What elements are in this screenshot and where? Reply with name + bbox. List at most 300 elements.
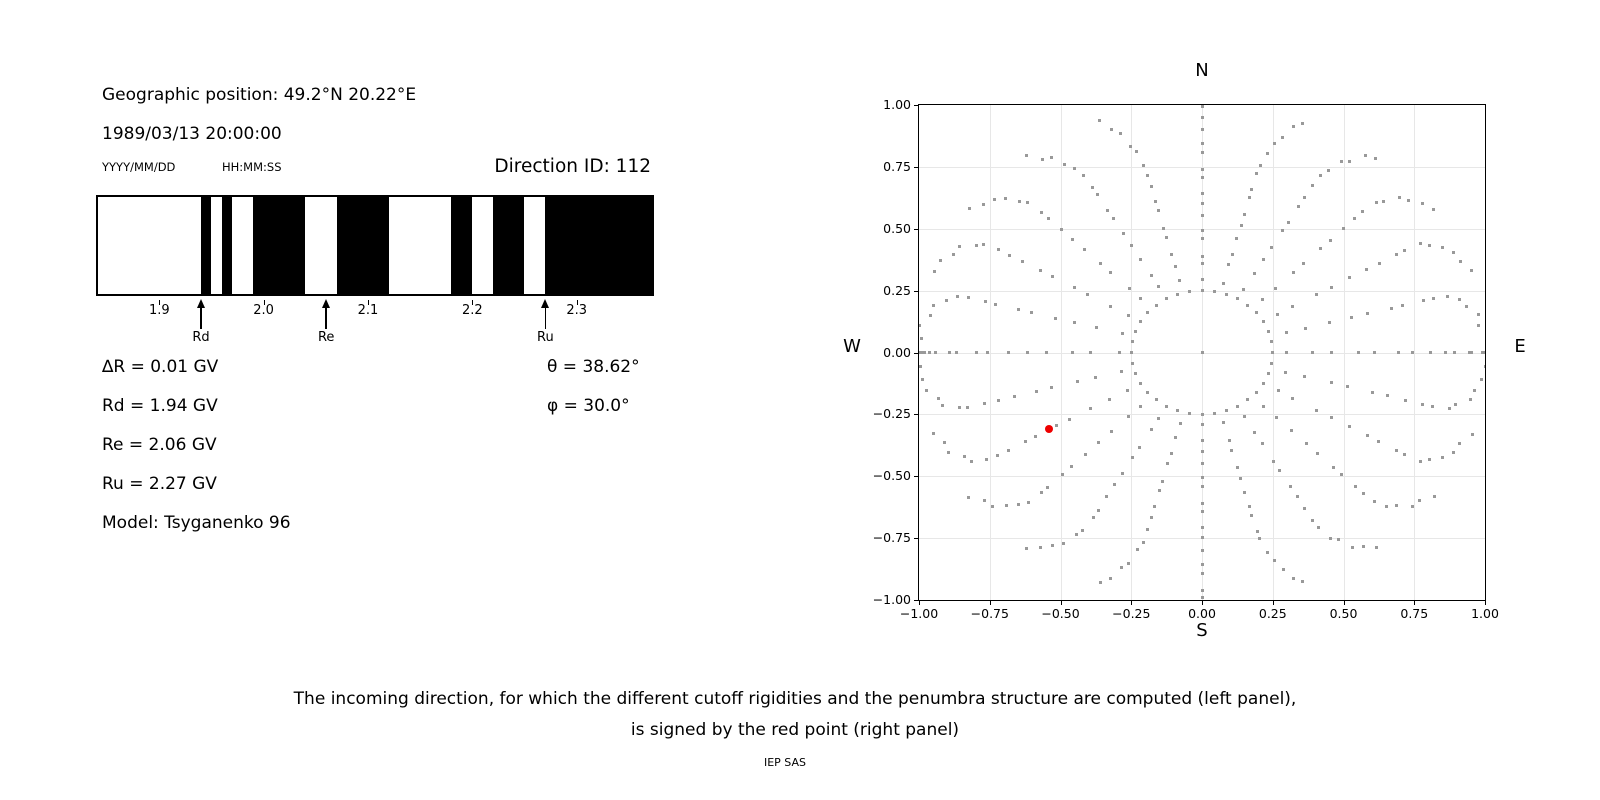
- direction-dot: [1055, 424, 1058, 427]
- direction-dot: [1371, 391, 1374, 394]
- direction-dot: [1201, 589, 1204, 592]
- direction-dot: [1329, 537, 1332, 540]
- direction-dot: [925, 389, 928, 392]
- direction-dot: [1228, 439, 1231, 442]
- penumbra-arrow-line: [200, 307, 202, 329]
- direction-dot: [1431, 405, 1434, 408]
- direction-dot: [952, 253, 955, 256]
- direction-dot: [1054, 317, 1057, 320]
- direction-dot: [1007, 351, 1010, 354]
- direction-dot: [920, 337, 923, 340]
- penumbra-forbidden-bar: [337, 197, 389, 294]
- direction-dot: [1222, 421, 1225, 424]
- direction-dot: [1311, 519, 1314, 522]
- direction-dot: [1178, 279, 1181, 282]
- compass-north-label: N: [1195, 60, 1209, 81]
- x-tick-label: −0.25: [1112, 606, 1151, 621]
- direction-dot: [1253, 272, 1256, 275]
- direction-dot: [1285, 351, 1288, 354]
- inner-ring-dot: [1236, 405, 1239, 408]
- direction-dot: [1201, 439, 1204, 442]
- direction-dot: [1470, 269, 1473, 272]
- inner-ring-dot: [1131, 362, 1134, 365]
- y-tick-label: −0.75: [872, 530, 911, 546]
- direction-dot: [929, 314, 932, 317]
- direction-dot: [1428, 244, 1431, 247]
- direction-dot: [1292, 125, 1295, 128]
- direction-dot: [983, 499, 986, 502]
- credit-text: IEP SAS: [763, 756, 807, 769]
- direction-dot: [955, 351, 958, 354]
- direction-dot: [1139, 258, 1142, 261]
- direction-dot: [1250, 514, 1253, 517]
- penumbra-arrow-line: [325, 307, 327, 329]
- direction-dot: [1174, 265, 1177, 268]
- penumbra-tick-label: 2.2: [461, 303, 483, 318]
- direction-dot: [1026, 201, 1029, 204]
- direction-dot: [1129, 145, 1132, 148]
- direction-dot: [1201, 563, 1204, 566]
- y-tick-mark: [914, 600, 918, 601]
- inner-ring-dot: [1270, 362, 1273, 365]
- direction-dot: [1354, 485, 1357, 488]
- direction-dot: [1201, 116, 1204, 119]
- direction-dot: [1110, 430, 1113, 433]
- direction-dot: [1157, 285, 1160, 288]
- direction-dot: [1428, 458, 1431, 461]
- direction-dot: [1275, 416, 1278, 419]
- direction-dot: [1110, 128, 1113, 131]
- inner-ring-dot: [1176, 293, 1179, 296]
- direction-dot: [1127, 562, 1130, 565]
- direction-dot: [1303, 375, 1306, 378]
- direction-dot: [1201, 572, 1204, 575]
- direction-dot: [1330, 351, 1333, 354]
- direction-dot: [1161, 480, 1164, 483]
- direction-dot: [1276, 313, 1279, 316]
- center-dot: [1201, 351, 1204, 354]
- direction-dot: [1035, 390, 1038, 393]
- direction-dot: [1296, 495, 1299, 498]
- y-tick-label: 0.50: [883, 220, 911, 236]
- x-tick-label: −0.50: [1041, 606, 1080, 621]
- y-tick-label: 0.00: [883, 344, 911, 360]
- direction-dot: [1311, 351, 1314, 354]
- inner-ring-dot: [1188, 412, 1191, 415]
- direction-dot: [1150, 516, 1153, 519]
- direction-dot: [1004, 197, 1007, 200]
- direction-dot: [1095, 326, 1098, 329]
- direction-map-plot: [919, 105, 1485, 600]
- direction-dot: [1304, 327, 1307, 330]
- direction-dot: [1097, 509, 1100, 512]
- direction-dot: [1287, 221, 1290, 224]
- y-tick-mark: [914, 105, 918, 106]
- direction-dot: [1119, 132, 1122, 135]
- direction-dot: [1060, 228, 1063, 231]
- direction-dot: [1201, 278, 1204, 281]
- direction-dot: [1248, 196, 1251, 199]
- direction-dot: [1025, 547, 1028, 550]
- direction-dot: [1201, 476, 1204, 479]
- direction-dot: [1017, 308, 1020, 311]
- direction-dot: [945, 299, 948, 302]
- geographic-position-text: Geographic position: 49.2°N 20.22°E: [102, 85, 417, 105]
- time-format-label: HH:MM:SS: [222, 160, 282, 174]
- direction-dot: [1411, 351, 1414, 354]
- direction-dot: [1201, 128, 1204, 131]
- direction-dot: [997, 248, 1000, 251]
- direction-dot: [1201, 549, 1204, 552]
- direction-dot: [1201, 510, 1204, 513]
- direction-dot: [1277, 389, 1280, 392]
- direction-dot: [1248, 505, 1251, 508]
- inner-ring-dot: [1267, 372, 1270, 375]
- direction-dot: [1098, 119, 1101, 122]
- direction-dot: [1109, 271, 1112, 274]
- direction-dot: [1170, 253, 1173, 256]
- direction-dot: [1319, 247, 1322, 250]
- direction-dot: [1432, 297, 1435, 300]
- direction-dot: [1270, 246, 1273, 249]
- inner-ring-dot: [1270, 340, 1273, 343]
- caption-line-2: is signed by the red point (right panel): [630, 720, 960, 740]
- inner-ring-dot: [1134, 372, 1137, 375]
- inner-ring-dot: [1201, 413, 1204, 416]
- direction-dot: [948, 351, 951, 354]
- direction-dot: [919, 365, 922, 368]
- direction-dot: [1201, 142, 1204, 145]
- penumbra-forbidden-bar: [222, 197, 232, 294]
- penumbra-forbidden-bar: [493, 197, 524, 294]
- x-tick-mark: [1485, 601, 1486, 605]
- x-tick-mark: [1344, 601, 1345, 605]
- direction-dot: [1021, 260, 1024, 263]
- inner-ring-dot: [1165, 405, 1168, 408]
- direction-dot: [1146, 174, 1149, 177]
- direction-dot: [1419, 460, 1422, 463]
- penumbra-barcode-plot: [98, 197, 652, 294]
- direction-dot: [1201, 462, 1204, 465]
- inner-ring-dot: [1146, 311, 1149, 314]
- direction-dot: [993, 198, 996, 201]
- direction-dot: [1330, 286, 1333, 289]
- direction-dot: [1422, 299, 1425, 302]
- direction-dot: [1261, 298, 1264, 301]
- direction-dot: [1421, 202, 1424, 205]
- direction-dot: [1319, 174, 1322, 177]
- direction-dot: [1062, 542, 1065, 545]
- direction-dot: [1351, 546, 1354, 549]
- direction-dot: [1179, 422, 1182, 425]
- direction-dot: [1366, 434, 1369, 437]
- direction-dot: [921, 378, 924, 381]
- inner-ring-dot: [1271, 351, 1274, 354]
- direction-dot: [996, 454, 999, 457]
- penumbra-arrow-label: Ru: [537, 330, 554, 345]
- direction-dot: [1330, 381, 1333, 384]
- direction-dot: [1089, 407, 1092, 410]
- direction-dot: [1142, 164, 1145, 167]
- y-tick-mark: [914, 538, 918, 539]
- direction-dot: [1201, 262, 1204, 265]
- direction-dot: [1315, 293, 1318, 296]
- direction-dot: [1073, 321, 1076, 324]
- direction-dot: [1063, 163, 1066, 166]
- inner-ring-dot: [1262, 320, 1265, 323]
- direction-dot: [982, 243, 985, 246]
- inner-ring-dot: [1255, 311, 1258, 314]
- direction-dot: [1201, 151, 1204, 154]
- direction-dot: [923, 351, 926, 354]
- direction-dot: [1121, 332, 1124, 335]
- direction-dot: [1112, 217, 1115, 220]
- direction-dot: [1253, 431, 1256, 434]
- direction-dot: [943, 441, 946, 444]
- direction-dot: [1235, 237, 1238, 240]
- direction-dot: [1230, 449, 1233, 452]
- direction-dot: [1045, 351, 1048, 354]
- direction-dot: [919, 324, 921, 327]
- direction-dot: [1418, 499, 1421, 502]
- direction-dot: [1227, 263, 1230, 266]
- direction-dot: [1050, 386, 1053, 389]
- x-tick-label: 0.75: [1400, 606, 1429, 621]
- direction-dot: [937, 397, 940, 400]
- direction-dot: [1316, 452, 1319, 455]
- direction-dot: [1201, 229, 1204, 232]
- direction-dot: [1201, 202, 1204, 205]
- direction-dot: [1092, 516, 1095, 519]
- direction-dot: [1446, 295, 1449, 298]
- direction-dot: [1106, 209, 1109, 212]
- direction-dot: [1432, 208, 1435, 211]
- direction-dot: [1201, 596, 1204, 599]
- direction-dot: [994, 303, 997, 306]
- direction-dot: [1236, 466, 1239, 469]
- inner-ring-dot: [1176, 409, 1179, 412]
- direction-dot: [1046, 486, 1049, 489]
- direction-dot: [1256, 530, 1259, 533]
- direction-dot: [970, 460, 973, 463]
- inner-ring-dot: [1131, 340, 1134, 343]
- param-ru: Ru = 2.27 GV: [102, 474, 217, 494]
- direction-dot: [1282, 568, 1285, 571]
- direction-dot: [1301, 122, 1304, 125]
- direction-dot: [1305, 442, 1308, 445]
- direction-dot: [1259, 164, 1262, 167]
- direction-dot: [1332, 466, 1335, 469]
- direction-dot: [1040, 491, 1043, 494]
- direction-dot: [1357, 351, 1360, 354]
- direction-dot: [985, 458, 988, 461]
- direction-dot: [1099, 581, 1102, 584]
- direction-dot: [982, 203, 985, 206]
- direction-dot: [1262, 405, 1265, 408]
- direction-dot: [1398, 196, 1401, 199]
- direction-dot: [1364, 154, 1367, 157]
- direction-dot: [1291, 305, 1294, 308]
- direction-dot: [1121, 472, 1124, 475]
- direction-dot: [1073, 167, 1076, 170]
- direction-dot: [1243, 213, 1246, 216]
- direction-dot: [1375, 201, 1378, 204]
- direction-dot: [1122, 232, 1125, 235]
- datetime-text: 1989/03/13 20:00:00: [102, 124, 282, 144]
- direction-dot: [947, 451, 950, 454]
- direction-dot: [1311, 184, 1314, 187]
- direction-dot: [1139, 405, 1142, 408]
- direction-dot: [1071, 238, 1074, 241]
- direction-dot: [1266, 152, 1269, 155]
- x-tick-mark: [990, 601, 991, 605]
- penumbra-arrow-label: Re: [317, 330, 335, 345]
- direction-dot: [1385, 505, 1388, 508]
- direction-dot: [1150, 274, 1153, 277]
- direction-dot: [1051, 544, 1054, 547]
- direction-dot: [1366, 312, 1369, 315]
- direction-dot: [1142, 541, 1145, 544]
- direction-dot: [1301, 580, 1304, 583]
- direction-dot: [1041, 158, 1044, 161]
- direction-dot: [1201, 536, 1204, 539]
- direction-dot: [1025, 154, 1028, 157]
- direction-dot: [1255, 172, 1258, 175]
- direction-dot: [1361, 210, 1364, 213]
- penumbra-forbidden-bar: [201, 197, 211, 294]
- direction-dot: [967, 296, 970, 299]
- x-tick-label: 0.50: [1329, 606, 1358, 621]
- direction-dot: [956, 295, 959, 298]
- direction-dot: [991, 505, 994, 508]
- inner-ring-dot: [1246, 398, 1249, 401]
- direction-dot: [1340, 473, 1343, 476]
- direction-dot: [1433, 495, 1436, 498]
- direction-dot: [1162, 227, 1165, 230]
- direction-dot: [1239, 477, 1242, 480]
- direction-dot: [1375, 546, 1378, 549]
- y-tick-label: −0.25: [872, 406, 911, 422]
- y-tick-label: 1.00: [883, 97, 911, 112]
- direction-dot: [1135, 150, 1138, 153]
- direction-dot: [1292, 577, 1295, 580]
- direction-dot: [1126, 389, 1129, 392]
- direction-dot: [1099, 262, 1102, 265]
- direction-dot: [1201, 485, 1204, 488]
- direction-dot: [1328, 321, 1331, 324]
- direction-dot: [1272, 460, 1275, 463]
- direction-dot: [1127, 415, 1130, 418]
- selected-direction-point: [1045, 425, 1053, 433]
- direction-dot: [1374, 157, 1377, 160]
- direction-dot: [1076, 380, 1079, 383]
- direction-dot: [1317, 526, 1320, 529]
- direction-dot: [1030, 311, 1033, 314]
- inner-ring-dot: [1262, 382, 1265, 385]
- penumbra-forbidden-bar: [451, 197, 472, 294]
- y-tick-label: 0.75: [883, 158, 911, 174]
- direction-dot: [1285, 331, 1288, 334]
- direction-dot: [934, 351, 937, 354]
- direction-dot: [1340, 160, 1343, 163]
- inner-ring-dot: [1134, 330, 1137, 333]
- penumbra-arrow-label: Rd: [192, 330, 210, 345]
- direction-dot: [1118, 351, 1121, 354]
- direction-dot: [1477, 324, 1480, 327]
- direction-dot: [1027, 501, 1030, 504]
- direction-dot: [1348, 425, 1351, 428]
- direction-dot: [1201, 502, 1204, 505]
- direction-dot: [1157, 209, 1160, 212]
- direction-dot: [1071, 351, 1074, 354]
- direction-dot: [1274, 287, 1277, 290]
- direction-dot: [1452, 451, 1455, 454]
- direction-dot: [966, 406, 969, 409]
- direction-dot: [1395, 449, 1398, 452]
- direction-dot: [1039, 269, 1042, 272]
- inner-ring-dot: [1267, 330, 1270, 333]
- direction-dot: [1378, 262, 1381, 265]
- inner-ring-dot: [1225, 409, 1228, 412]
- x-tick-label: 0.25: [1258, 606, 1287, 621]
- direction-dot: [941, 404, 944, 407]
- direction-dot: [968, 207, 971, 210]
- y-tick-mark: [914, 414, 918, 415]
- direction-dot: [1329, 239, 1332, 242]
- direction-dot: [1050, 156, 1053, 159]
- direction-dot: [1082, 174, 1085, 177]
- direction-dot: [1258, 537, 1261, 540]
- direction-dot: [1154, 200, 1157, 203]
- direction-dot: [1373, 500, 1376, 503]
- direction-dot: [1051, 275, 1054, 278]
- direction-dot: [1109, 577, 1112, 580]
- direction-dot: [1297, 205, 1300, 208]
- param-re: Re = 2.06 GV: [102, 435, 217, 455]
- direction-dot: [1404, 399, 1407, 402]
- caption-line-1: The incoming direction, for which the different cutoff rigidities and the penumbra structure are computed (left panel),: [293, 689, 1297, 709]
- penumbra-forbidden-bar: [253, 197, 305, 294]
- direction-dot: [1047, 217, 1050, 220]
- direction-dot: [1421, 403, 1424, 406]
- y-tick-mark: [914, 229, 918, 230]
- direction-dot: [1315, 409, 1318, 412]
- direction-dot: [1153, 505, 1156, 508]
- direction-dot: [1278, 469, 1281, 472]
- direction-dot: [975, 351, 978, 354]
- y-tick-label: 0.25: [883, 282, 911, 298]
- direction-dot: [1348, 276, 1351, 279]
- direction-dot: [1201, 105, 1204, 108]
- direction-dot: [1284, 371, 1287, 374]
- direction-dot: [1386, 394, 1389, 397]
- direction-dot: [975, 244, 978, 247]
- direction-dot: [1419, 242, 1422, 245]
- direction-dot: [1281, 136, 1284, 139]
- direction-dot: [920, 351, 923, 354]
- direction-dot: [1289, 485, 1292, 488]
- x-tick-label: 1.00: [1471, 606, 1499, 621]
- direction-dot: [1158, 489, 1161, 492]
- direction-dot: [1353, 217, 1356, 220]
- direction-dot: [1150, 428, 1153, 431]
- direction-dot: [1362, 492, 1365, 495]
- direction-dot: [1327, 169, 1330, 172]
- x-tick-label: −0.75: [970, 606, 1009, 621]
- direction-dot: [1005, 504, 1008, 507]
- direction-dot: [1105, 495, 1108, 498]
- direction-dot: [1131, 456, 1134, 459]
